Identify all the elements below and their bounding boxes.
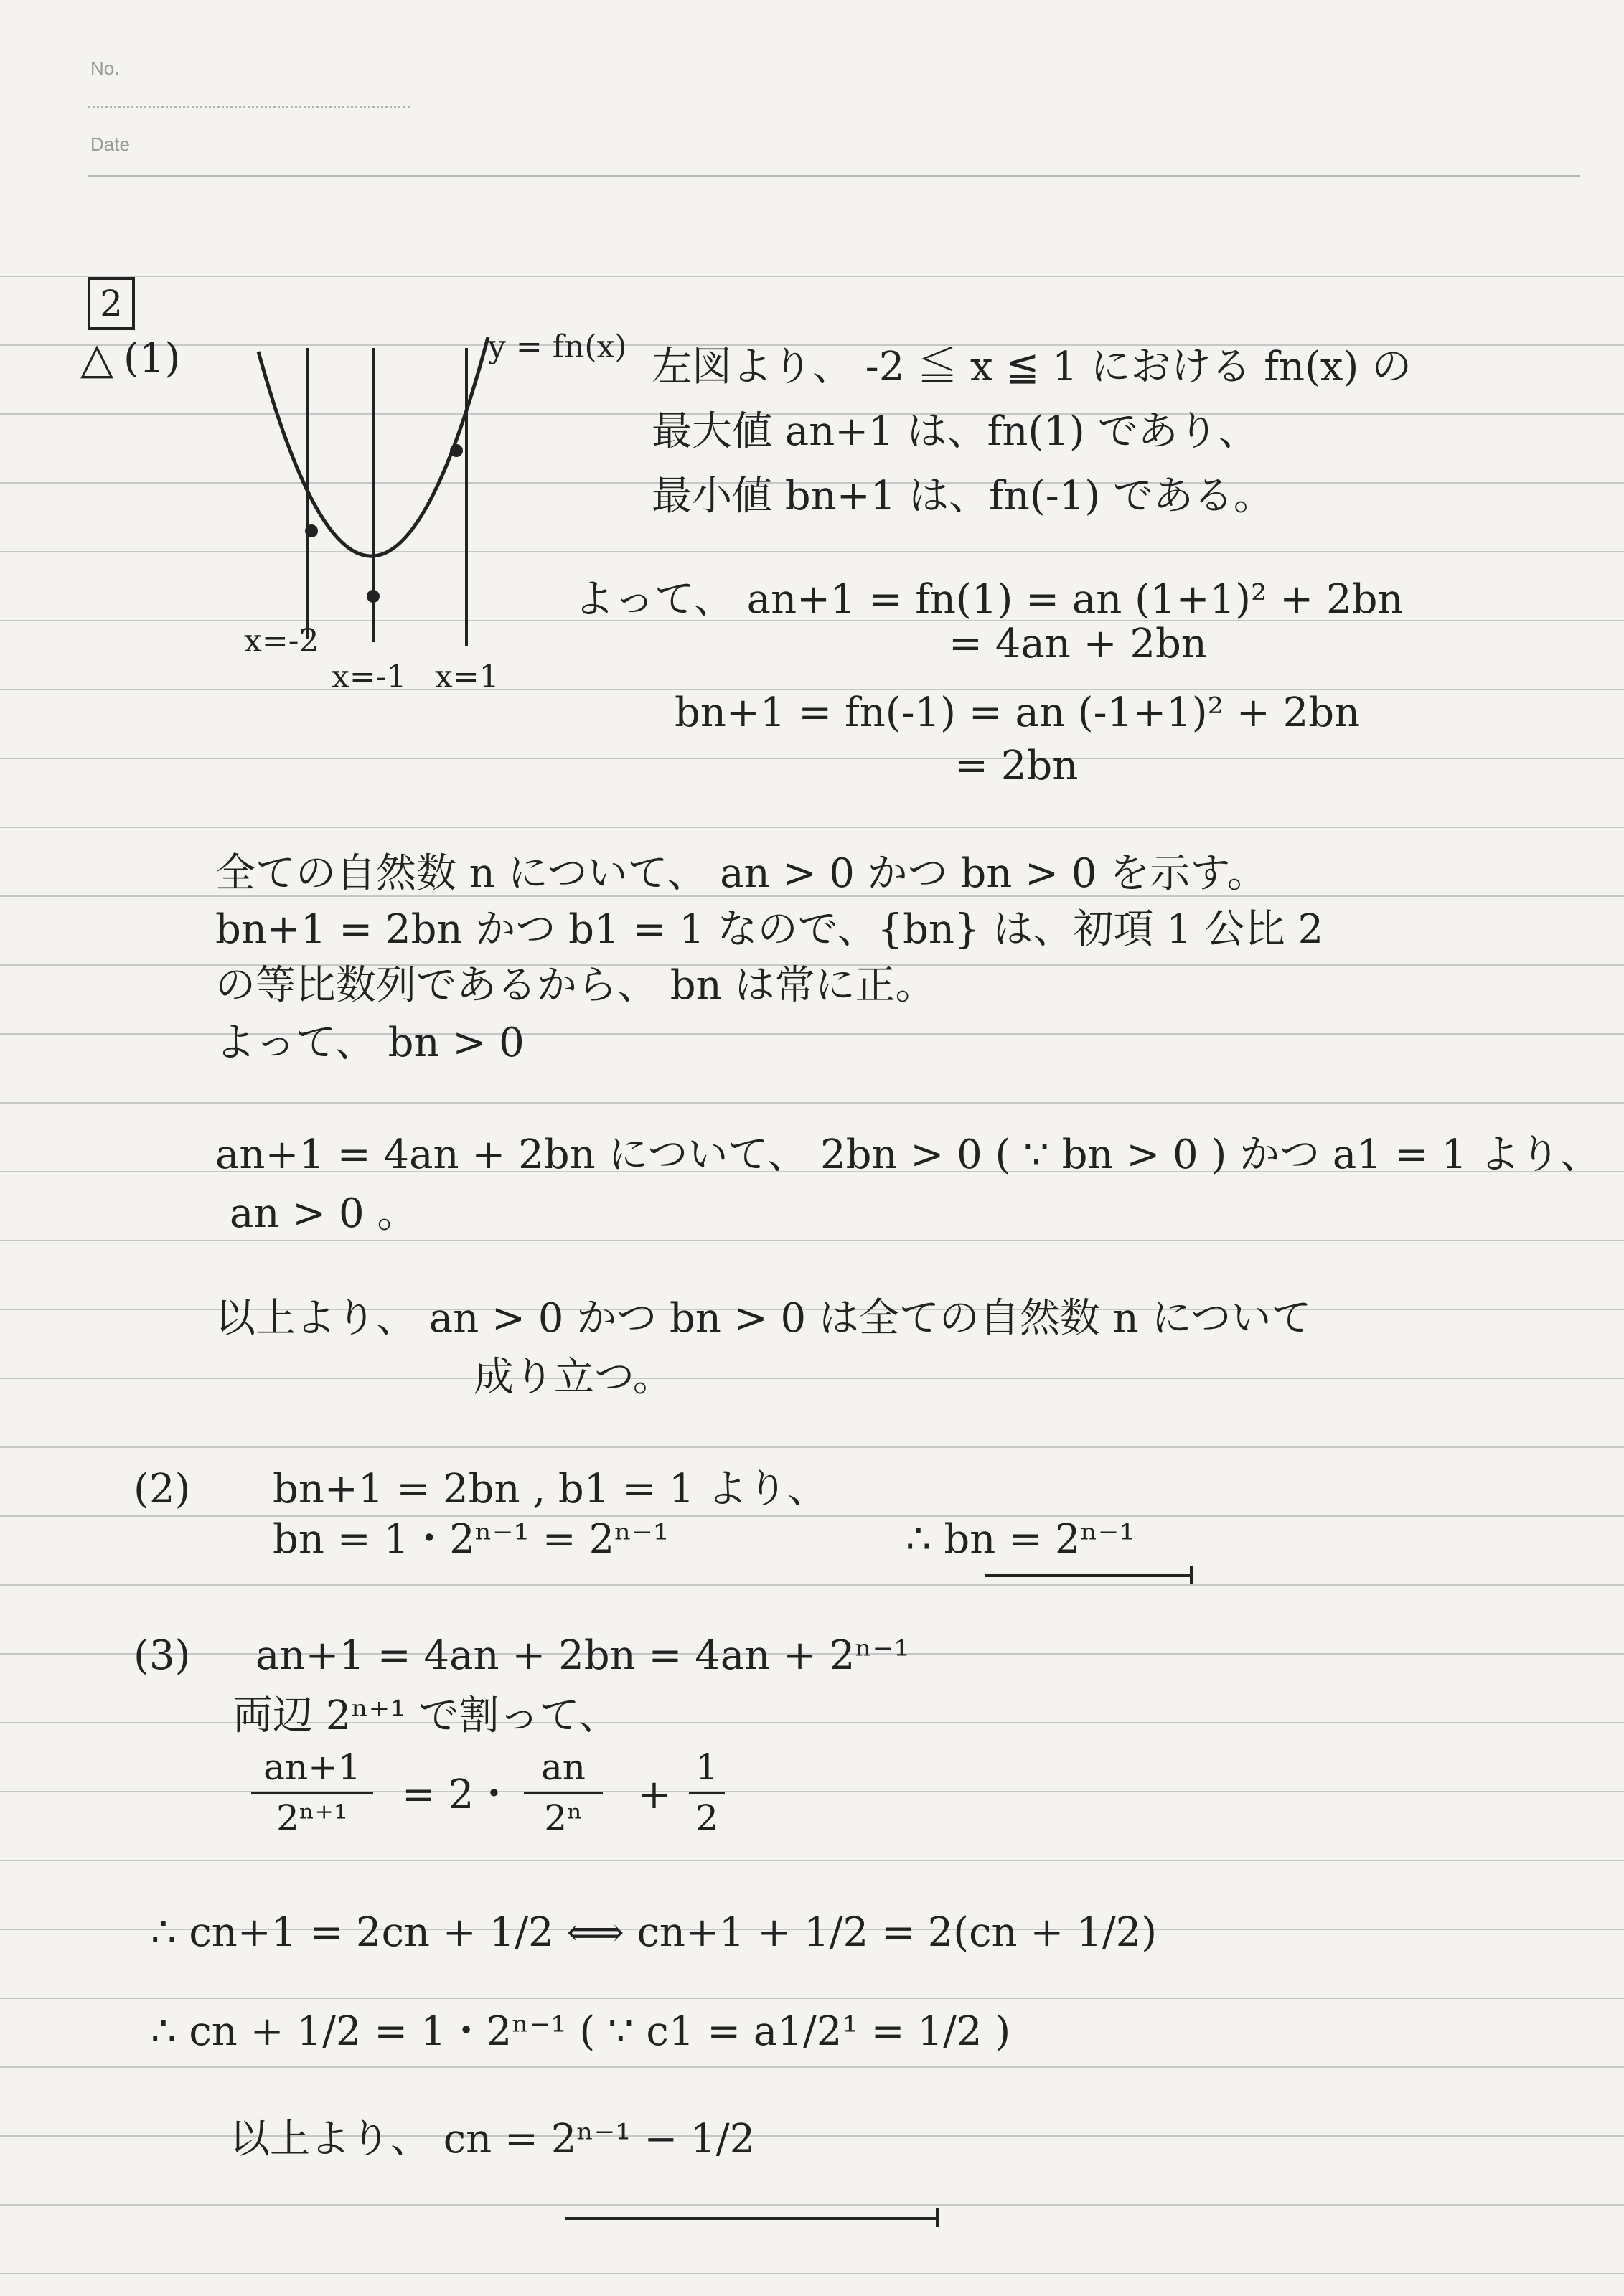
p3-frac-lhs-num: an+1: [263, 1746, 361, 1788]
line-label-1: x=1: [435, 659, 499, 695]
p3-line-recurrence: ∴ cn+1 = 2cn + 1/2 ⟺ cn+1 + 1/2 = 2(cn + 1/2): [151, 1909, 1158, 1956]
p1-line-3: 最小値 bn+1 は、fn(-1) である。: [652, 473, 1274, 519]
p3-frac-half-bar: [689, 1792, 725, 1794]
p1-line-15: 成り立つ。: [474, 1354, 673, 1401]
p1-line-12: an+1 = 4an + 2bn について、 2bn > 0 ( ∵ bn > 0 ) かつ a1 = 1 より、: [215, 1131, 1600, 1178]
point-x-minus-2: [305, 524, 318, 537]
p2-line-1: bn+1 = 2bn , b1 = 1 より、: [273, 1466, 828, 1512]
p3-frac-half-den: 2: [695, 1797, 718, 1839]
p1-line-10: の等比数列であるから、 bn は常に正。: [215, 962, 936, 1009]
p1-line-13: an > 0 。: [230, 1190, 418, 1237]
point-x-minus-1: [367, 590, 380, 603]
header-rule: [88, 175, 1580, 177]
p1-line-8: 全ての自然数 n について、 an > 0 かつ bn > 0 を示す。: [215, 850, 1267, 897]
p1-line-11: よって、 bn > 0: [215, 1020, 525, 1066]
p3-plus: +: [637, 1772, 671, 1818]
p2-answer-underline: [985, 1574, 1193, 1577]
p2-answer: ∴ bn = 2ⁿ⁻¹: [906, 1516, 1135, 1563]
part3-label: (3): [133, 1632, 191, 1679]
p3-frac-half: [689, 1748, 725, 1838]
p1-line-9: bn+1 = 2bn かつ b1 = 1 なので、{bn} は、初項 1 公比 2: [215, 906, 1324, 953]
problem-number-box: 2: [88, 277, 135, 330]
p3-answer-tick: [936, 2208, 939, 2227]
point-x-1: [450, 444, 463, 457]
p3-frac-rhs-den: 2ⁿ: [544, 1797, 583, 1839]
curve-label: y = fn(x): [488, 329, 627, 365]
date-label: Date: [90, 133, 130, 155]
p3-frac-rhs-num: an: [540, 1746, 586, 1788]
p1-line-7: = 2bn: [954, 743, 1079, 789]
p3-answer-underline: [565, 2217, 939, 2220]
part1-label: (1): [123, 335, 181, 382]
no-dotted-line: [88, 106, 410, 108]
p3-line-2: 両辺 2ⁿ⁺¹ で割って、: [233, 1693, 619, 1739]
triangle-mark: △: [80, 334, 114, 384]
line-label-minus-1: x=-1: [332, 659, 407, 695]
p3-frac-lhs-bar: [251, 1792, 373, 1794]
p2-line-2: bn = 1・2ⁿ⁻¹ = 2ⁿ⁻¹: [273, 1516, 670, 1563]
p1-line-5: = 4an + 2bn: [949, 621, 1207, 667]
p3-frac-half-num: 1: [695, 1746, 718, 1788]
p1-line-6: bn+1 = fn(-1) = an (-1+1)² + 2bn: [675, 690, 1361, 736]
p3-frac-lhs-den: 2ⁿ⁺¹: [276, 1797, 348, 1839]
p3-line-answer: 以上より、 cn = 2ⁿ⁻¹ − 1/2: [230, 2116, 756, 2163]
p3-frac-lhs: [251, 1748, 373, 1838]
p3-frac-rhs: [524, 1748, 603, 1838]
p1-line-14: 以上より、 an > 0 かつ bn > 0 は全ての自然数 n について: [215, 1295, 1312, 1342]
p3-line-1: an+1 = 4an + 2bn = 4an + 2ⁿ⁻¹: [255, 1632, 910, 1679]
line-label-minus-2: x=-2: [244, 623, 319, 659]
p3-eq-two: = 2・: [402, 1772, 515, 1818]
no-label: No.: [90, 57, 120, 79]
p1-line-2: 最大値 an+1 は、fn(1) であり、: [652, 408, 1259, 455]
p1-line-4: よって、 an+1 = fn(1) = an (1+1)² + 2bn: [574, 576, 1404, 623]
p3-frac-rhs-bar: [524, 1792, 603, 1794]
p3-line-geometric: ∴ cn + 1/2 = 1・2ⁿ⁻¹ ( ∵ c1 = a1/2¹ = 1/2 ): [151, 2008, 1011, 2055]
p2-answer-tick: [1190, 1566, 1193, 1584]
p1-line-1: 左図より、 -2 ≦ x ≦ 1 における fn(x) の: [652, 344, 1412, 390]
part2-label: (2): [133, 1466, 191, 1512]
